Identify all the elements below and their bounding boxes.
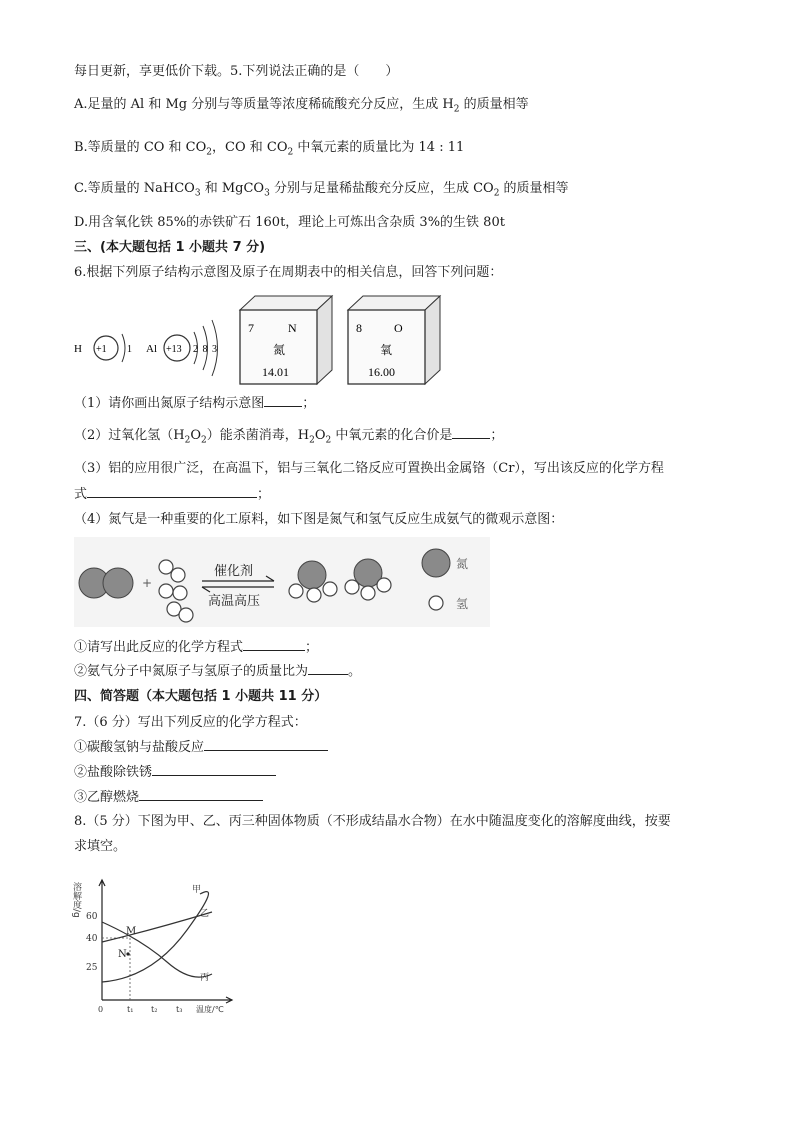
q7-item2 <box>74 763 276 782</box>
answer-blank[interactable] <box>452 426 490 439</box>
atom-al-nucleus: +13 <box>166 344 182 355</box>
t: （1）请你画出氮原子结构示意图 <box>74 396 265 411</box>
ammonia-hydrogen <box>377 578 391 592</box>
answer-blank[interactable] <box>264 394 302 407</box>
cell-n-mass: 14.01 <box>262 365 289 379</box>
series-label: 乙 <box>200 909 210 919</box>
answer-blank[interactable] <box>139 788 263 801</box>
q5-a-text: A.足量的 Al 和 Mg 分别与等质量等浓度稀硫酸充分反应，生成 H <box>74 97 454 112</box>
ammonia-nitrogen <box>298 561 326 589</box>
cell-n-number: 7 <box>248 321 254 335</box>
point-n-label: N <box>118 949 127 960</box>
ammonia-hydrogen <box>323 582 337 596</box>
t: ①请写出此反应的化学方程式 <box>74 640 244 655</box>
cell-n-symbol: N <box>288 321 297 335</box>
atom-h-electrons: 1 <box>127 344 132 355</box>
q6-part4-1 <box>74 638 318 657</box>
t: O <box>190 428 202 443</box>
q6-part4: （4）氮气是一种重要的化工原料，如下图是氮气和氢气反应生成氨气的微观示意图： <box>74 512 564 527</box>
solubility-chart <box>72 870 242 1020</box>
q7-intro: 7.（6 分）写出下列反应的化学方程式： <box>74 715 307 730</box>
arrow-bottom-label: 高温高压 <box>208 594 261 609</box>
atom-h-nucleus: +1 <box>96 344 107 355</box>
atom-diagram <box>70 290 448 386</box>
q5-option-b <box>74 139 464 162</box>
t: O <box>314 428 326 443</box>
hydrogen-atom <box>159 560 173 574</box>
t: ②氨气分子中氮原子与氢原子的质量比为 <box>74 664 309 679</box>
atom-h-symbol: H <box>74 343 82 355</box>
y-axis-label: 溶解度/g <box>72 882 81 918</box>
atom-figure <box>70 290 448 386</box>
answer-blank[interactable] <box>204 738 328 751</box>
t: 和 MgCO <box>200 181 265 196</box>
reaction-diagram <box>74 537 490 627</box>
t: ； <box>257 487 271 502</box>
reaction-figure <box>74 537 490 627</box>
sub: 2 <box>309 435 315 446</box>
legend-hydrogen-icon <box>429 596 443 610</box>
q7-item1 <box>74 738 328 757</box>
ammonia-hydrogen <box>345 580 359 594</box>
t: ③乙醇燃烧 <box>74 790 140 805</box>
arrow-top-label: 催化剂 <box>214 564 254 579</box>
solubility-chart-svg <box>72 870 242 1020</box>
answer-blank[interactable] <box>152 763 276 776</box>
t: ①碳酸氢钠与盐酸反应 <box>74 740 205 755</box>
q5-option-a <box>74 96 529 119</box>
q8-text-a: 8.（5 分）下图为甲、乙、丙三种固体物质（不形成结晶水合物）在水中随温度变化的溶解度曲线，按要 <box>74 814 671 829</box>
t: ②盐酸除铁锈 <box>74 765 153 780</box>
sub: 2 <box>325 435 332 446</box>
cell-o-number: 8 <box>356 321 362 335</box>
q5-option-d: D.用含氧化铁 85%的赤铁矿石 160t，理论上可炼出含杂质 3%的生铁 80t <box>74 215 505 230</box>
t: 中氧元素的化合价是 <box>331 428 453 443</box>
sub: 2 <box>493 188 500 199</box>
t: ； <box>490 428 504 443</box>
cell-o-name: 氧 <box>380 343 393 357</box>
t: B.等质量的 CO 和 CO <box>74 140 207 155</box>
atom-al-symbol: Al <box>146 343 157 355</box>
legend-nitrogen-label: 氮 <box>456 557 469 571</box>
hydrogen-atom <box>173 586 187 600</box>
q6-intro: 6.根据下列原子结构示意图及原子在周期表中的相关信息，回答下列问题： <box>74 265 503 280</box>
t: ，CO 和 CO <box>212 140 288 155</box>
t: 分别与足量稀盐酸充分反应，生成 CO <box>269 181 494 196</box>
series-label: 丙 <box>200 973 210 983</box>
t: ； <box>302 396 316 411</box>
q6-part3-b <box>74 485 270 504</box>
reverse-arrowhead <box>202 587 210 592</box>
y-tick-label: 25 <box>86 963 98 973</box>
section3-heading: 三、(本大题包括 1 小题共 7 分) <box>74 240 266 255</box>
answer-blank[interactable] <box>87 485 257 498</box>
y-tick-label: 40 <box>86 934 98 944</box>
sub: 2 <box>184 435 191 446</box>
x-tick-label: t₃ <box>176 1005 183 1014</box>
sub: 3 <box>264 188 270 199</box>
x-tick-label: t₁ <box>127 1005 134 1014</box>
hydrogen-atom <box>159 584 173 598</box>
atom-h-shell <box>122 334 125 362</box>
t: ）能杀菌消毒，H <box>206 428 310 443</box>
ammonia-hydrogen <box>361 586 375 600</box>
sub: 3 <box>194 188 201 199</box>
sub: 2 <box>201 435 207 446</box>
cell-o-mass: 16.00 <box>368 365 395 379</box>
forward-arrowhead <box>266 576 274 581</box>
t: C.等质量的 NaHCO <box>74 181 195 196</box>
q5-a-text-end: 的质量相等 <box>459 97 529 112</box>
t: （2）过氧化氢（H <box>74 428 185 443</box>
ammonia-hydrogen <box>289 584 303 598</box>
x-axis-label: 温度/℃ <box>196 1005 224 1014</box>
q6-part4-2 <box>74 662 361 681</box>
answer-blank[interactable] <box>243 638 305 651</box>
legend-hydrogen-label: 氢 <box>456 597 469 611</box>
q6-part2 <box>74 426 503 450</box>
cell-o-symbol: O <box>394 321 403 335</box>
x-tick-label: t₂ <box>151 1005 158 1014</box>
hydrogen-atom <box>179 608 193 622</box>
curve-yi <box>102 912 212 942</box>
section4-heading: 四、简答题（本大题包括 1 小题共 11 分） <box>74 689 328 704</box>
sub: 2 <box>287 147 294 158</box>
ammonia-hydrogen <box>307 588 321 602</box>
q6-part1 <box>74 394 315 413</box>
q5-option-c <box>74 180 569 203</box>
t: 的质量相等 <box>499 181 569 196</box>
t: 。 <box>348 664 362 679</box>
cell-n-name: 氮 <box>273 343 286 357</box>
q6-part3: （3）铝的应用很广泛，在高温下，铝与三氧化二铬反应可置换出金属铬（Cr），写出该反应的化学方程 <box>74 461 664 476</box>
sub: 2 <box>453 104 460 115</box>
periodic-cell-oxygen <box>348 296 440 384</box>
t: 中氧元素的质量比为 14 : 11 <box>293 140 465 155</box>
y-tick-label: 60 <box>86 912 98 922</box>
q5-intro: 每日更新，享更低价下载。5.下列说法正确的是（ ） <box>74 64 399 79</box>
q8-text-b: 求填空。 <box>74 839 127 854</box>
hydrogen-atom <box>171 568 185 582</box>
point-n <box>126 952 129 955</box>
x-tick-label: 0 <box>98 1005 104 1014</box>
point-m-label: M <box>126 926 137 937</box>
atom-al-electrons: 2 8 3 <box>193 344 218 355</box>
plus-sign: + <box>142 576 153 590</box>
series-label: 甲 <box>192 885 202 895</box>
sub: 2 <box>206 147 213 158</box>
nitrogen-atom <box>103 568 133 598</box>
q7-item3 <box>74 788 263 807</box>
legend-nitrogen-icon <box>422 549 450 577</box>
t: ； <box>305 640 319 655</box>
t: 式 <box>74 487 88 502</box>
curve-jia <box>102 892 208 982</box>
answer-blank[interactable] <box>308 662 348 675</box>
